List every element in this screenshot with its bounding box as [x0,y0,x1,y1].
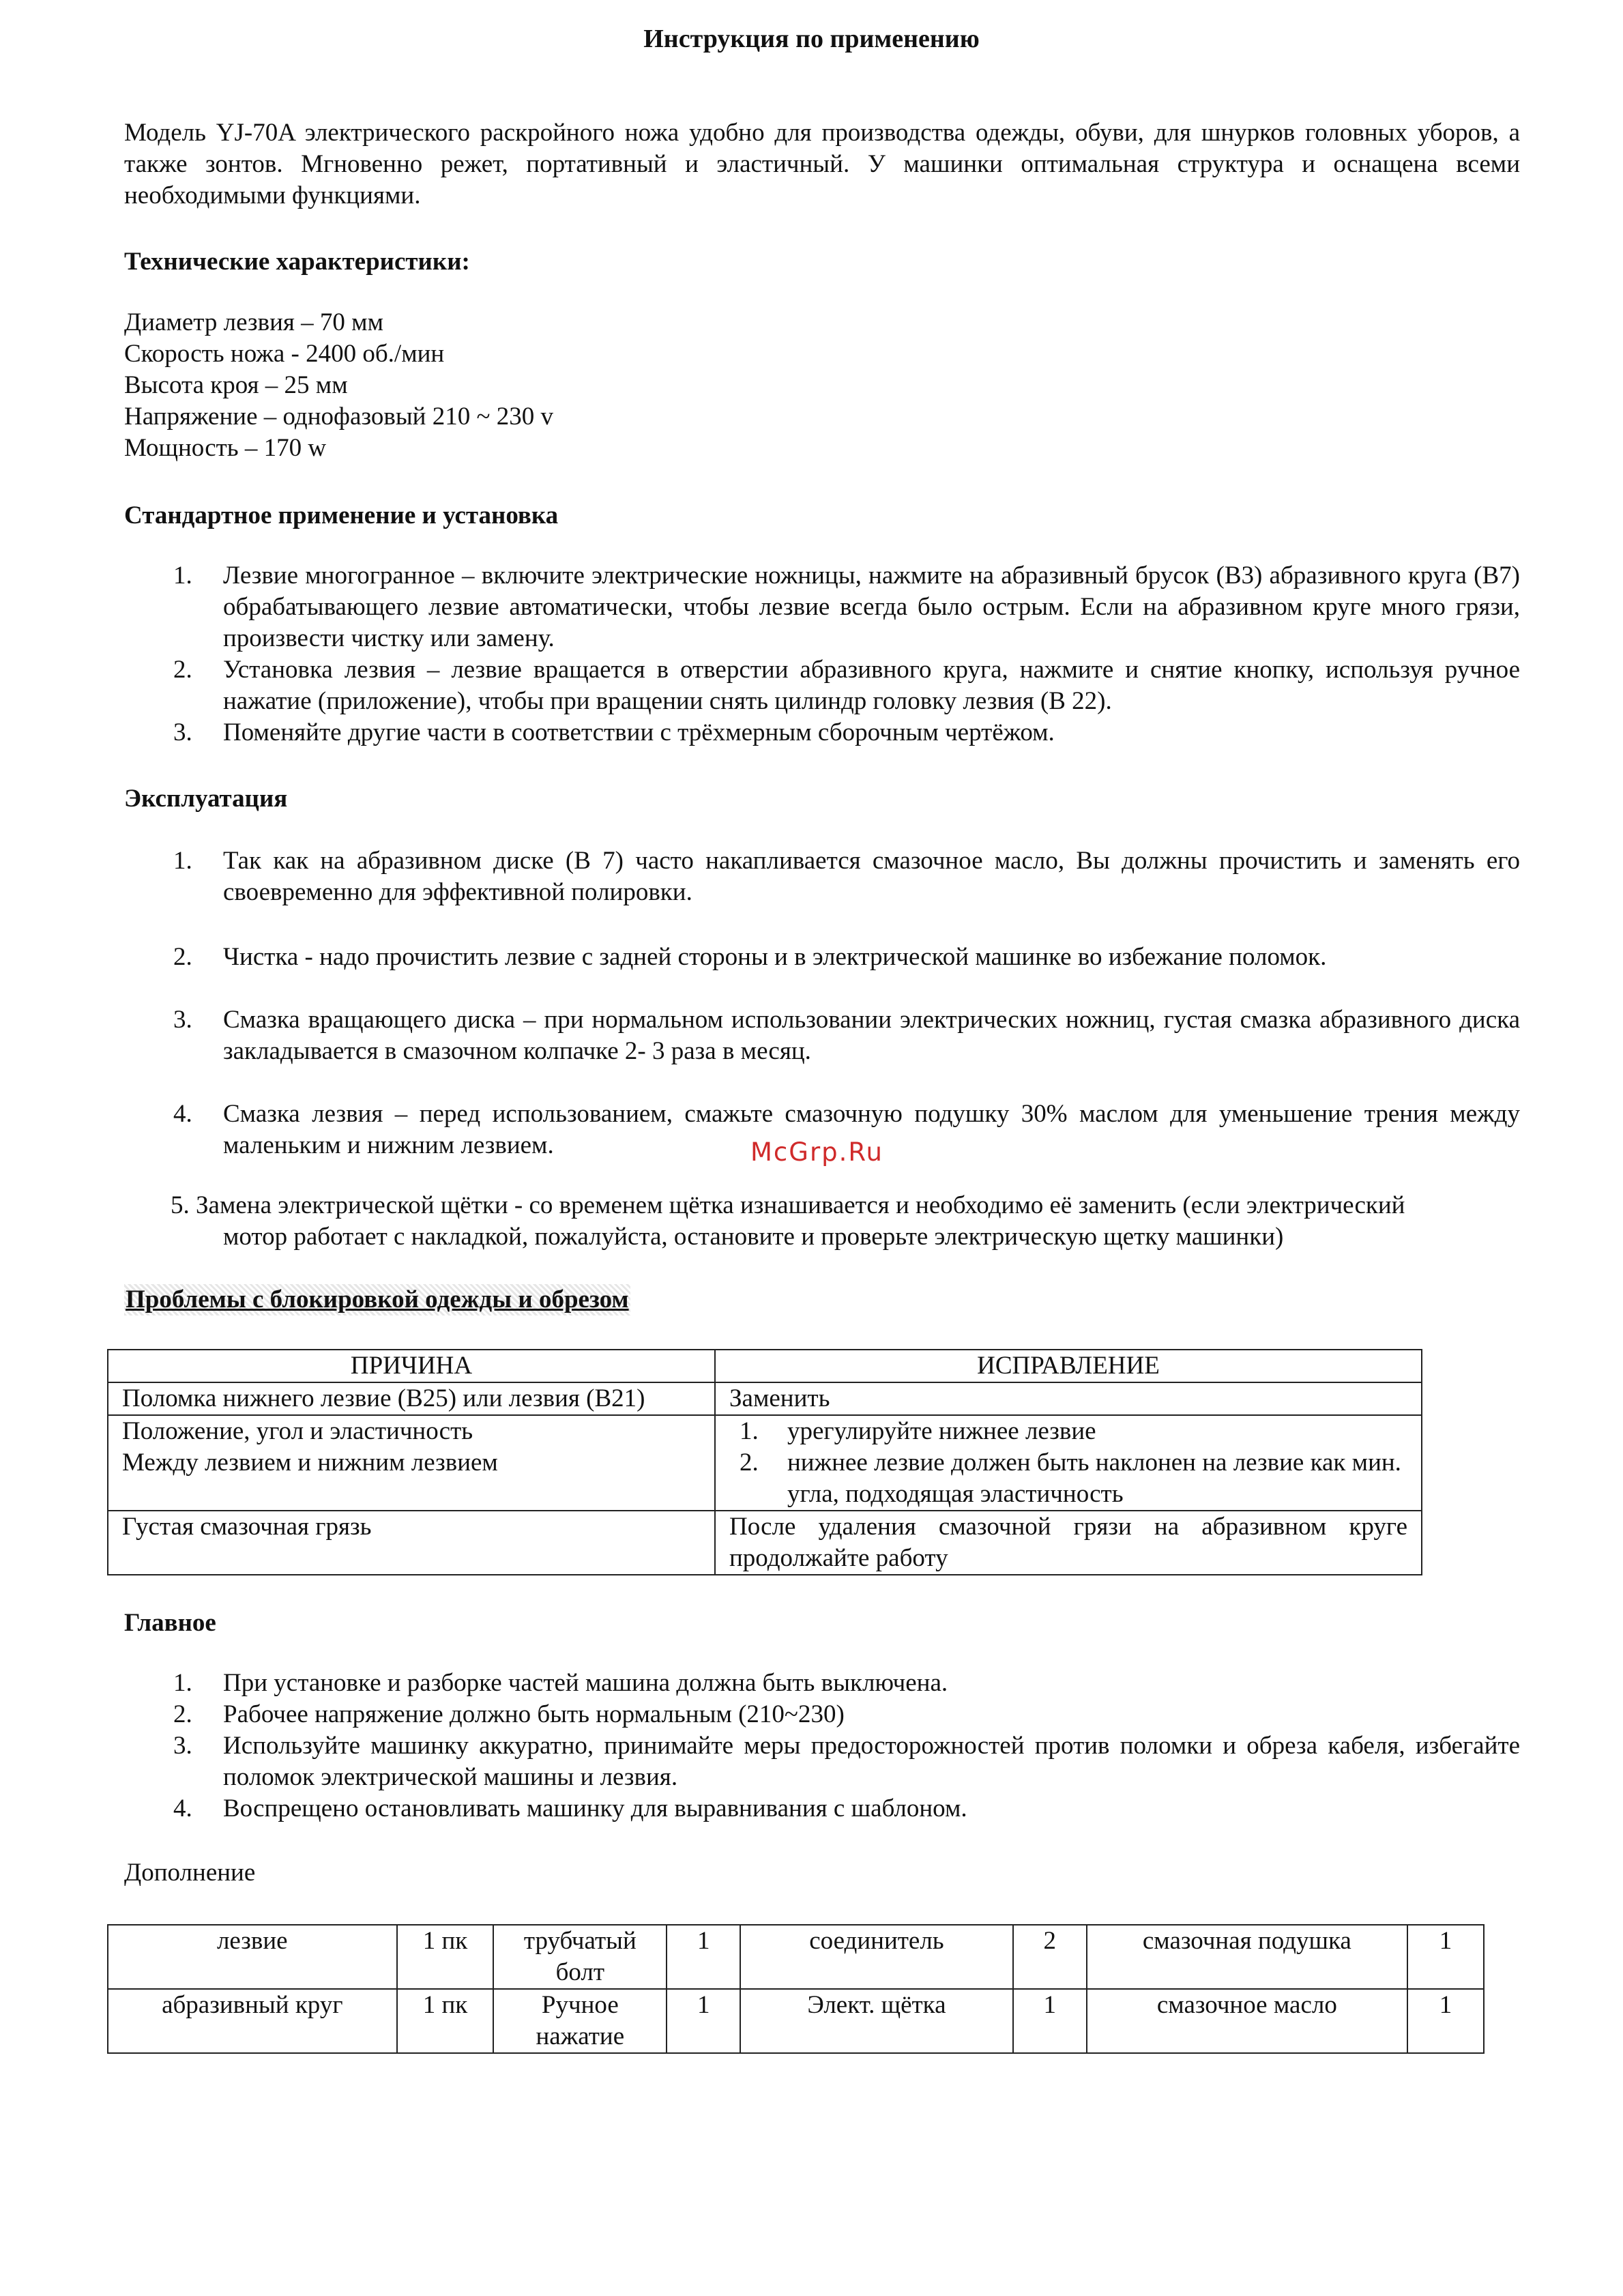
table-header-row [108,1350,1422,1382]
list-item [124,845,1520,942]
list-text: нижнее лезвие должен быть наклонен на лезвие как мин. угла, подходящая эластичность [787,1449,1401,1508]
part-name-cell: смазочная подушка [1087,1925,1407,1989]
list-text: урегулируйте нижнее лезвие [787,1417,1096,1445]
list-item [124,1004,1520,1099]
part-qty-cell: 1 [1407,1925,1484,1989]
list-text: Используйте машинку аккуратно, принимайте меры предосторожностей против поломки и обреза кабеля, избегайте поломок электрической машины и лезвия. [223,1732,1520,1791]
operation-list [124,845,1520,1161]
list-number: 1. [740,1417,759,1445]
table-row [108,1925,1484,1989]
spec-blade-diameter: Диаметр лезвия – 70 мм [124,308,383,336]
specs-heading: Технические характеристики: [124,248,470,276]
cause-line: Положение, угол и эластичность [122,1417,473,1445]
standard-heading: Стандартное применение и установка [124,502,559,529]
operation-item-5-line2: мотор работает с накладкой, пожалуйста, остановите и проверьте электрическую щетку машинки) [223,1223,1284,1251]
list-number: 4. [173,1100,192,1128]
addition-table [107,1924,1485,2054]
table-row [108,1415,1422,1511]
list-text: Воспрещено остановливать машинку для выравнивания с шаблоном. [223,1794,967,1822]
list-number: 3. [173,718,192,746]
list-number: 2. [173,943,192,971]
list-number: 1. [173,1669,192,1697]
intro-paragraph: Модель YJ-70A электрического раскройного ножа удобно для производства одежды, обуви, для шнурков головных уборов, а также зонтов. Мгновенно режет, портативный и эластичный. У машинки оптимальная структура и оснащена всеми необходимыми функциями. [124,119,1520,209]
part-qty-cell: 1 пк [397,1925,494,1989]
part-name-cell: Ручное нажатие [493,1989,667,2053]
list-item [729,1447,1407,1510]
specs-list [124,307,943,464]
spec-power: Мощность – 170 w [124,434,327,462]
list-item [124,654,1520,717]
list-text: Лезвие многогранное – включите электрические ножницы, нажмите на абразивный брусок (B3) абразивного круга (B7) обрабатывающего лезвие автоматически, чтобы лезвие всегда было острым. Если на абразивном круге много грязи, произвести чистку или замену. [223,562,1520,652]
list-text: Смазка лезвия – перед использованием, смажьте смазочную подушку 30% маслом для уменьшение трения между маленьким и нижним лезвием. [223,1100,1520,1159]
list-number: 1. [173,847,192,875]
cause-cell: Поломка нижнего лезвие (B25) или лезвия (B21) [108,1382,715,1415]
list-item [124,1730,1520,1793]
table-row [108,1989,1484,2053]
fix-cell: Заменить [715,1382,1422,1415]
list-number: 2. [740,1449,759,1477]
problems-heading: Проблемы с блокировкой одежды и обрезом [124,1284,630,1316]
list-item [124,1668,1520,1699]
list-text: Поменяйте другие части в соответствии с трёхмерным сборочным чертёжом. [223,718,1055,746]
list-item [124,560,1520,654]
list-number: 2. [173,1700,192,1728]
list-number: 3. [173,1732,192,1760]
main-heading: Главное [124,1609,216,1637]
list-item [124,1699,1520,1730]
standard-list [124,560,1520,749]
list-number: 3. [173,1006,192,1034]
table-row [108,1511,1422,1575]
list-item [729,1416,1407,1447]
part-name-cell: Элект. щётка [740,1989,1013,2053]
list-text: При установке и разборке частей машина должна быть выключена. [223,1669,948,1697]
list-number: 2. [173,656,192,684]
list-text: Установка лезвия – лезвие вращается в отверстии абразивного круга, нажмите и снятие кнопку, используя ручное нажатие (приложение), чтобы при вращении снять цилиндр головку лезвия (В 22). [223,656,1520,715]
operation-item-5-line1: 5. Замена электрической щётки - со временем щётка изнашивается и необходимо её заменить (если электрический [171,1191,1405,1219]
part-qty-cell: 1 [667,1989,740,2053]
list-text: Смазка вращающего диска – при нормальном использовании электрических ножниц, густая смазка абразивного диска закладывается в смазочном колпачке 2- 3 раза в месяц. [223,1006,1520,1065]
list-item [124,1793,1520,1825]
fix-cell: После удаления смазочной грязи на абразивном круге продолжайте работу [715,1511,1422,1575]
operation-heading: Эксплуатация [124,785,288,813]
part-name-cell: смазочное масло [1087,1989,1407,2053]
list-text: Чистка - надо прочистить лезвие с задней стороны и в электрической машинке во избежание поломок. [223,943,1327,971]
cause-cell: Густая смазочная грязь [108,1511,715,1575]
list-text: Так как на абразивном диске (В 7) часто накапливается смазочное масло, Вы должны прочистить и заменять его своевременно для эффективной полировки. [223,847,1520,906]
part-name-cell: соединитель [740,1925,1013,1989]
list-item [124,717,1520,749]
part-qty-cell: 1 [667,1925,740,1989]
part-qty-cell: 1 [1407,1989,1484,2053]
part-qty-cell: 1 [1013,1989,1087,2053]
watermark: McGrp.Ru [750,1137,883,1167]
page-title: Инструкция по применению [643,25,980,53]
spec-voltage: Напряжение – однофазовый 210 ~ 230 v [124,403,553,431]
spec-knife-speed: Скорость ножа - 2400 об./мин [124,340,445,368]
column-header-cause: ПРИЧИНА [108,1350,715,1382]
part-qty-cell: 2 [1013,1925,1087,1989]
cause-cell [108,1415,715,1511]
spec-cut-height: Высота кроя – 25 мм [124,371,348,399]
main-list [124,1668,1520,1825]
column-header-fix: ИСПРАВЛЕНИЕ [715,1350,1422,1382]
cause-line: Между лезвием и нижним лезвием [122,1449,498,1477]
fix-list [729,1416,1407,1510]
list-number: 4. [173,1794,192,1822]
table-row [108,1382,1422,1415]
list-number: 1. [173,562,192,590]
part-qty-cell: 1 пк [397,1989,494,2053]
list-item [124,942,1520,1004]
addition-heading: Дополнение [124,1859,256,1887]
part-name-cell: абразивный круг [108,1989,397,2053]
fix-cell [715,1415,1422,1511]
problems-table [107,1349,1422,1575]
part-name-cell: лезвие [108,1925,397,1989]
part-name-cell: трубчатый болт [493,1925,667,1989]
list-text: Рабочее напряжение должно быть нормальным (210~230) [223,1700,845,1728]
